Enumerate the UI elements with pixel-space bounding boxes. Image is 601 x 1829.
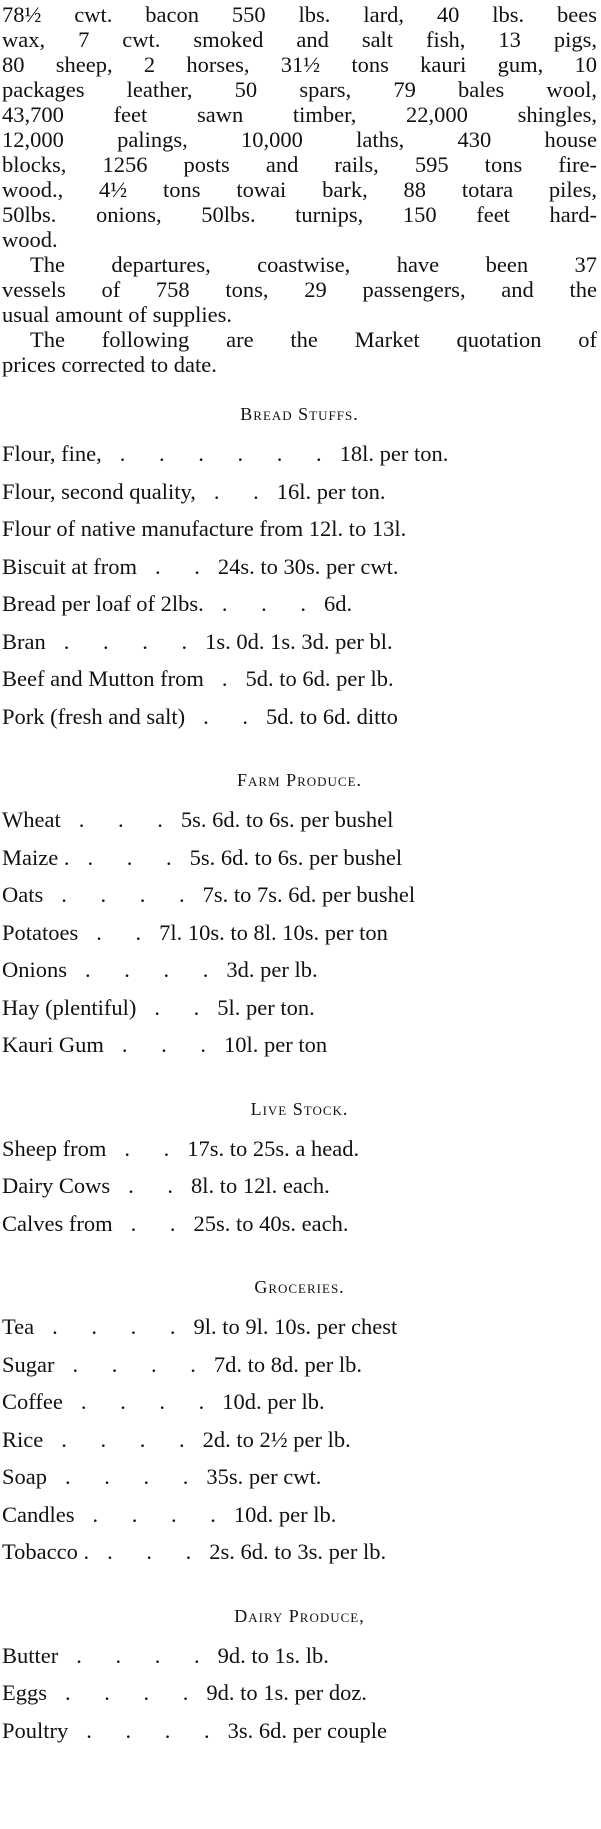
item-name: Tobacco .: [2, 1539, 90, 1564]
leader-dots: . . .: [78, 807, 177, 832]
text-line: 50lbs. onions, 50lbs. turnips, 150 feet hard-: [2, 202, 597, 227]
price-row: [2, 839, 597, 877]
price-row: [2, 1308, 597, 1346]
market-price-list: [2, 403, 597, 1749]
text-line: wax, 7 cwt. smoked and salt fish, 13 pigs,: [2, 27, 597, 52]
item-name: Candles: [2, 1501, 75, 1527]
price-row: [2, 1026, 597, 1064]
text-line: The departures, coastwise, have been 37: [30, 252, 597, 277]
price-row: [2, 1130, 597, 1168]
item-name: Rice: [2, 1426, 44, 1452]
price-value: 5s. 6d. to 6s. per bushel: [180, 807, 394, 832]
price-value: 35s. per cwt.: [206, 1464, 322, 1489]
price-row: [2, 623, 597, 661]
price-row: [2, 801, 597, 839]
price-row: [2, 473, 597, 511]
price-value: 5d. to 6d. per lb.: [245, 666, 394, 691]
text-line: prices corrected to date.: [2, 352, 217, 377]
price-row: [2, 548, 597, 586]
leader-dots: . . .: [87, 844, 186, 870]
text-line: blocks, 1256 posts and rails, 595 tons fire-: [2, 152, 597, 177]
price-row: [2, 1712, 597, 1750]
item-name: Flour, fine,: [2, 441, 102, 466]
leader-dots: . . .: [107, 1539, 206, 1564]
text-line: 12,000 palings, 10,000 laths, 430 house: [2, 127, 597, 152]
item-name: Butter: [2, 1642, 59, 1668]
leader-dots: . . .: [221, 591, 320, 616]
text-line: 80 sheep, 2 horses, 31½ tons kauri gum, 10: [2, 52, 597, 77]
price-row: [2, 1496, 597, 1534]
price-value: 3s. 6d. per couple: [227, 1717, 387, 1743]
section-heading: Dairy Produce,: [234, 1605, 365, 1626]
leader-dots: . .: [213, 478, 273, 504]
item-name: Oats: [2, 882, 44, 907]
price-value: 5d. to 6d. ditto: [265, 703, 398, 729]
price-row: [2, 1637, 597, 1675]
price-row: [2, 1346, 597, 1384]
leader-dots: . . . .: [65, 1680, 203, 1705]
price-row: [2, 510, 597, 548]
item-name: Tea: [2, 1314, 35, 1339]
leader-dots: . . . .: [63, 628, 202, 654]
item-name: Poultry: [2, 1717, 69, 1743]
leader-dots: . .: [128, 1173, 187, 1198]
leader-dots: . .: [96, 919, 156, 945]
price-value: 7s. to 7s. 6d. per bushel: [202, 882, 416, 907]
item-name: Calves from: [2, 1210, 113, 1236]
price-value: 9l. to 9l. 10s. per chest: [193, 1314, 398, 1339]
price-row: [2, 1674, 597, 1712]
item-name: Pork (fresh and salt): [2, 703, 186, 729]
price-value: 10d. per lb.: [233, 1501, 337, 1527]
text-line: wood., 4½ tons towai bark, 88 totara piles,: [2, 177, 597, 202]
price-value: 2s. 6d. to 3s. per lb.: [209, 1539, 387, 1564]
leader-dots: . . . .: [61, 882, 199, 907]
section-heading: Bread Stuffs.: [240, 404, 359, 424]
price-value: 1s. 0d. 1s. 3d. per bl.: [205, 628, 393, 654]
text-line: usual amount of supplies.: [2, 302, 232, 327]
price-row: [2, 914, 597, 952]
item-name: Dairy Cows: [2, 1173, 111, 1198]
text-line: 43,700 feet sawn timber, 22,000 shingles,: [2, 102, 597, 127]
price-value: 5s. 6d. to 6s. per bushel: [189, 844, 403, 870]
price-row: [2, 876, 597, 914]
price-value: 9d. to 1s. per doz.: [206, 1680, 367, 1705]
text-line: wood.: [2, 227, 58, 252]
price-value: 3d. per lb.: [226, 957, 318, 982]
price-value: 18l. per ton.: [339, 441, 449, 466]
price-value: 7d. to 8d. per lb.: [213, 1351, 362, 1377]
leader-dots: . . . .: [72, 1351, 210, 1377]
leader-dots: . . . .: [61, 1426, 199, 1452]
item-name: Onions: [2, 957, 68, 982]
price-value: 24s. to 30s. per cwt.: [217, 553, 399, 579]
item-name: Coffee: [2, 1389, 63, 1414]
section-heading: Live Stock.: [250, 1098, 349, 1119]
leader-dots: . . . .: [92, 1501, 230, 1527]
leader-dots: . . . .: [85, 957, 223, 982]
price-row: [2, 585, 597, 623]
item-name: Soap: [2, 1464, 47, 1489]
item-name: Wheat: [2, 807, 61, 832]
price-value: 2d. to 2½ per lb.: [202, 1426, 351, 1452]
leader-dots: . .: [154, 553, 214, 579]
price-row: [2, 1167, 597, 1205]
section-heading: Groceries.: [254, 1277, 345, 1297]
price-row: [2, 1458, 597, 1496]
leader-dots: . .: [203, 703, 262, 729]
item-name: Potatoes: [2, 919, 79, 945]
price-value: 10l. per ton: [223, 1032, 328, 1057]
price-row: [2, 1421, 597, 1459]
item-name: Flour, second quality,: [2, 478, 196, 504]
price-value: 9d. to 1s. lb.: [217, 1642, 329, 1668]
price-row: [2, 951, 597, 989]
price-value: 8l. to 12l. each.: [191, 1173, 330, 1198]
price-row: [2, 989, 597, 1027]
price-value: 5l. per ton.: [217, 994, 315, 1020]
item-name: Eggs: [2, 1680, 47, 1705]
item-name: Flour of native manufacture from 12l. to 13l.: [2, 516, 407, 541]
leader-dots: .: [221, 666, 242, 691]
leader-dots: . .: [154, 994, 214, 1020]
shipment-paragraph: [2, 2, 597, 252]
text-line: vessels of 758 tons, 29 passengers, and the: [2, 277, 597, 302]
section-heading: Farm Produce.: [236, 770, 363, 790]
text-line: 78½ cwt. bacon 550 lbs. lard, 40 lbs. bees: [2, 2, 597, 27]
leader-dots: . . . .: [80, 1389, 219, 1414]
departures-paragraph: [2, 252, 597, 327]
leader-dots: . . . .: [86, 1717, 224, 1743]
price-row: [2, 1533, 597, 1571]
price-value: 7l. 10s. to 8l. 10s. per ton: [159, 919, 388, 945]
item-name: Hay (plentiful): [2, 994, 137, 1020]
price-value: 16l. per ton.: [276, 478, 386, 504]
item-name: Maize .: [2, 844, 70, 870]
item-name: Bran: [2, 628, 46, 654]
price-value: 10d. per lb.: [222, 1389, 325, 1414]
leader-dots: . . . . . .: [119, 441, 336, 466]
market-intro-paragraph: [2, 327, 597, 377]
price-row: [2, 1205, 597, 1243]
price-row: [2, 660, 597, 698]
price-value: 25s. to 40s. each.: [193, 1210, 349, 1236]
price-value: 17s. to 25s. a head.: [187, 1135, 360, 1161]
price-row: [2, 435, 597, 473]
text-line: packages leather, 50 spars, 79 bales wool,: [2, 77, 597, 102]
text-line: The following are the Market quotation of: [30, 327, 597, 352]
price-row: [2, 698, 597, 736]
item-name: Biscuit at from: [2, 553, 137, 579]
item-name: Bread per loaf of 2lbs.: [2, 591, 204, 616]
leader-dots: . .: [124, 1135, 184, 1161]
item-name: Beef and Mutton from: [2, 666, 204, 691]
leader-dots: . . . .: [76, 1642, 214, 1668]
price-value: 6d.: [323, 591, 353, 616]
item-name: Sheep from: [2, 1135, 107, 1161]
leader-dots: . . . .: [65, 1464, 203, 1489]
leader-dots: . .: [130, 1210, 190, 1236]
item-name: Sugar: [2, 1351, 55, 1377]
item-name: Kauri Gum: [2, 1032, 104, 1057]
price-row: [2, 1383, 597, 1421]
leader-dots: . . . .: [52, 1314, 190, 1339]
leader-dots: . . .: [121, 1032, 220, 1057]
